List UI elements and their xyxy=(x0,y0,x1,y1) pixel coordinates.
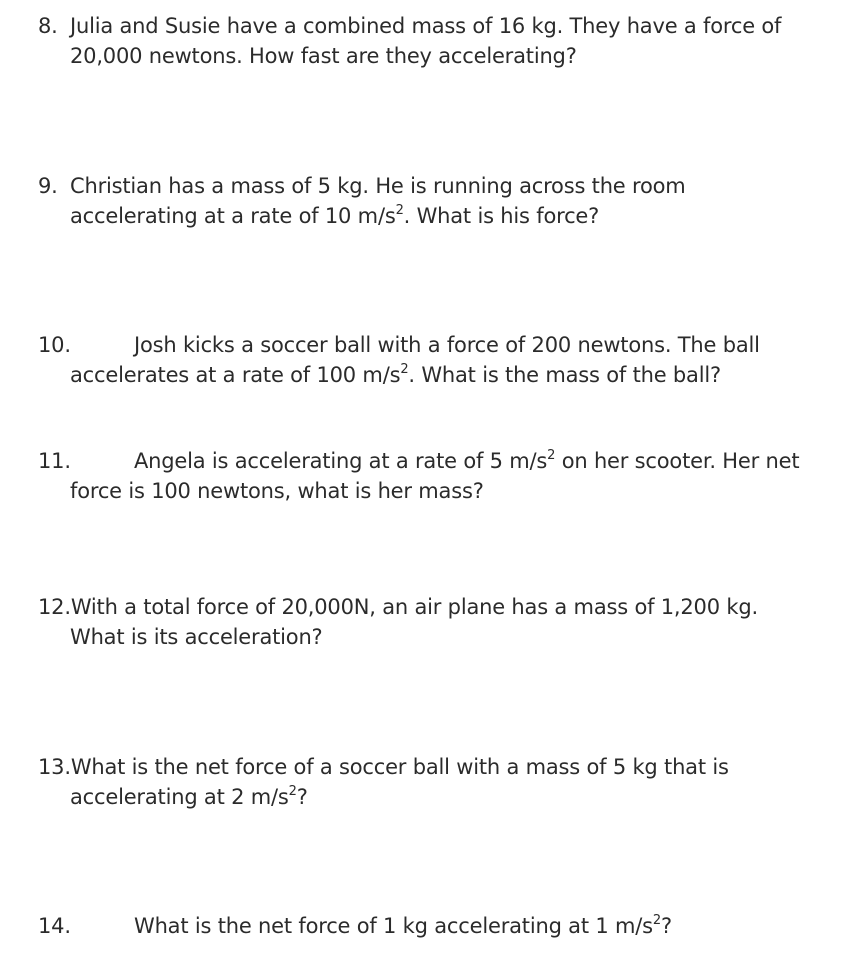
question-number: 14. xyxy=(38,914,71,938)
question-number: 8. xyxy=(38,14,58,38)
question-text: ? xyxy=(660,914,672,938)
question-text: force is 100 newtons, what is her mass? xyxy=(70,479,484,503)
question-line xyxy=(38,592,847,622)
question-8 xyxy=(38,11,847,71)
question-text: 20,000 newtons. How fast are they accelerating? xyxy=(70,44,577,68)
question-line xyxy=(38,41,847,71)
exponent: 2 xyxy=(395,203,404,218)
question-11 xyxy=(38,446,847,506)
exponent: 2 xyxy=(547,448,556,463)
question-line xyxy=(38,171,847,201)
question-text: accelerates at a rate of 100 m/s xyxy=(70,363,401,387)
question-line xyxy=(38,782,847,812)
question-14 xyxy=(38,911,847,941)
question-text: What is the net force of a soccer ball with a mass of 5 kg that is xyxy=(70,755,729,779)
question-line xyxy=(38,752,847,782)
question-number: 11. xyxy=(38,449,71,473)
question-text: . What is his force? xyxy=(403,204,600,228)
question-line xyxy=(38,622,847,652)
question-text: With a total force of 20,000N, an air plane has a mass of 1,200 kg. xyxy=(70,595,758,619)
question-text: on her scooter. Her net xyxy=(555,449,800,473)
question-line xyxy=(38,476,847,506)
question-line xyxy=(38,446,847,476)
question-line xyxy=(38,360,847,390)
question-text: accelerating at a rate of 10 m/s xyxy=(70,204,396,228)
question-number: 12. xyxy=(38,595,71,619)
question-number: 9. xyxy=(38,174,58,198)
question-number: 13. xyxy=(38,755,71,779)
question-text: Christian has a mass of 5 kg. He is running across the room xyxy=(70,174,686,198)
question-12 xyxy=(38,592,847,652)
question-text: ? xyxy=(296,785,308,809)
question-9 xyxy=(38,171,847,231)
question-line xyxy=(38,330,847,360)
question-10 xyxy=(38,330,847,390)
exponent: 2 xyxy=(288,784,297,799)
question-number: 10. xyxy=(38,333,71,357)
question-line xyxy=(38,201,847,231)
question-line xyxy=(38,11,847,41)
question-text: What is its acceleration? xyxy=(70,625,323,649)
question-text: What is the net force of 1 kg accelerating at 1 m/s xyxy=(134,914,653,938)
exponent: 2 xyxy=(652,913,661,928)
exponent: 2 xyxy=(400,362,409,377)
question-line xyxy=(38,911,847,941)
question-13 xyxy=(38,752,847,812)
question-text: accelerating at 2 m/s xyxy=(70,785,289,809)
question-text: Josh kicks a soccer ball with a force of 200 newtons. The ball xyxy=(134,333,760,357)
question-text: Julia and Susie have a combined mass of 16 kg. They have a force of xyxy=(70,14,782,38)
question-text: . What is the mass of the ball? xyxy=(408,363,721,387)
question-text: Angela is accelerating at a rate of 5 m/s xyxy=(134,449,548,473)
